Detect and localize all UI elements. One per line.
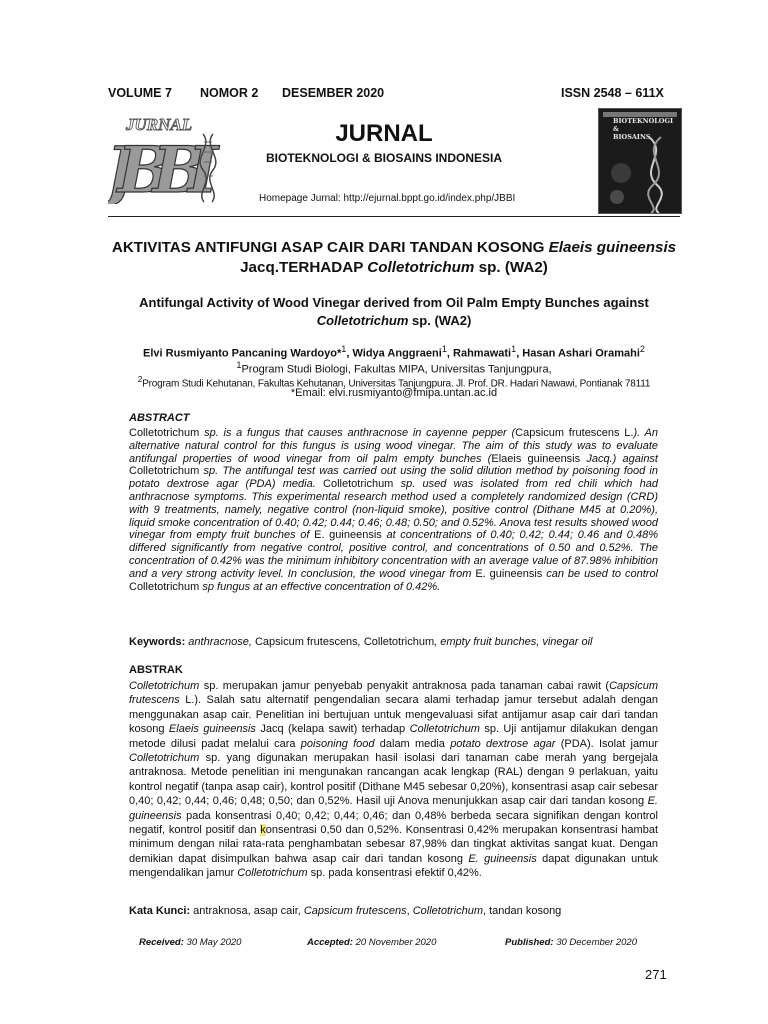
cover-dna-icon (599, 133, 681, 213)
nomor-label: NOMOR 2 (200, 86, 259, 100)
highlight-mark: k (260, 824, 266, 837)
abstrak-heading: ABSTRAK (129, 664, 183, 676)
logo-text: JURNAL (126, 115, 193, 134)
page-number: 271 (645, 967, 667, 982)
homepage-link[interactable]: Homepage Jurnal: http://ejurnal.bppt.go.id/index.php/JBBI (259, 193, 516, 204)
affiliation-2: $^2$Program Studi Kehutanan, Fakultas Kehutanan, Universitas Tanjungpura. Jl. Prof. DR. Hadari Nawawi, Pontianak 78111 (137, 374, 651, 390)
journal-subtitle: BIOTEKNOLOGI & BIOSAINS INDONESIA (265, 151, 502, 165)
article-title-id: AKTIVITAS ANTIFUNGI ASAP CAIR DARI TANDAN KOSONG Elaeis guineensis Jacq.TERHADAP Colletotrichum sp. (WA2) (111, 239, 677, 276)
keywords-en: Keywords: anthracnose, Capsicum frutescens, Colletotrichum, empty fruit bunches, vinegar oil (129, 636, 593, 648)
issue-date: DESEMBER 2020 (282, 86, 385, 100)
volume-label: VOLUME 7 (108, 86, 172, 100)
kata-kunci: Kata Kunci: antraknosa, asap cair, Capsicum frutescens, Colletotrichum, tandan kosong (129, 905, 562, 917)
header-divider (108, 216, 680, 217)
abstract-heading: ABSTRACT (129, 412, 190, 424)
article-title-en: Antifungal Activity of Wood Vinegar derived from Oil Palm Empty Bunches against Colletotrichum sp. (WA2) (139, 295, 649, 328)
published-date: Published: 30 December 2020 (505, 937, 638, 948)
issn-label: ISSN 2548 – 611X (561, 86, 664, 100)
received-date: Received: 30 May 2020 (139, 937, 242, 948)
affiliation-1: $^1$Program Studi Biologi, Fakultas MIPA, Universitas Tanjungpura, (236, 360, 552, 376)
logo-mark: JBBI (108, 133, 218, 204)
cover-title-line1: BIOTEKNOLOGI & (613, 117, 674, 133)
cover-title-line2: BIOSAINS (613, 133, 651, 141)
author-list: Elvi Rusmiyanto Pancaning Wardoyo*$^1$, Widya Anggraeni$^1$, Rahmawati$^1$, Hasan Ashari Oramahi$^2$ (143, 344, 645, 360)
abstract-body: Colletotrichum sp. is a fungus that causes anthracnose in cayenne pepper (Capsicum frutescens L.). An alternative natural control for this fungus is using wood vinegar. The aim of this study was to evaluate antifungal properties of wood vinegar from oil palm empty bunches (Elaeis guineensis Jacq.) against Colletotrichum sp. The antifungal test was carried out using the solid dilution method by poisoning food in potato dextrose agar (PDA) media. Colletotrichum sp. used was isolated from red chili which had anthracnose symptoms. This experimental research method used a completely randomized design (CRD) with 9 treatments, namely, negative control (non-liquid smoke), positive control (Dithane M45 at 0.20%), liquid smoke concentration of 0.40; 0.42; 0.44; 0.46; 0.48; 0.50; and 0.52%. Anova test results showed wood vinegar from empty fruit bunches of E. guineensis at concentrations of 0.40; 0.42; 0.44; 0.46 and 0.48% differed significantly from negative control, positive control, and concentrations of 0.50 and 0.52%. The concentration of 0.42% was the minimum inhibitory concentration with an average value of 87.98% inhibition and a very strong activity level. In conclusion, the wood vinegar from E. guineensis can be used to control Colletotrichum sp fungus at an effective concentration of 0.42%. (129, 427, 659, 593)
corresponding-email[interactable]: *Email: elvi.rusmiyanto@fmipa.untan.ac.id (290, 387, 498, 399)
accepted-date: Accepted: 20 November 2020 (307, 937, 437, 948)
journal-cover-thumbnail (598, 108, 682, 214)
journal-title: JURNAL (335, 120, 433, 147)
abstrak-body: Colletotrichum sp. merupakan jamur penyebab penyakit antraknosa pada tanaman cabai rawit (Capsicum frutescens L.). Salah satu alternatif pengendalian secara alami terhadap jamur tersebut adalah dengan menggunakan asap cair. Penelitian ini bertujuan untuk mengevaluasi sifat antijamur asap cair dari tandan kosong Elaeis guineensis Jacq (kelapa sawit) terhadap Colletotrichum sp. Uji antijamur dilakukan dengan metode dilusi padat melalui cara poisoning food dalam media potato dextrose agar (PDA). Isolat jamur Colletotrichum sp. yang digunakan merupakan hasil isolasi dari tanaman cabe merah yang bergejala antraknosa. Metode penelitian ini mengunakan rancangan acak lengkap (RAL) dengan 9 perlakuan, yaitu kontrol negatif (tanpa asap cair), kontrol positif (Dithane M45 sebesar 0,20%), konsentrasi asap cair sebesar 0,40; 0,42; 0,44; 0,46; 0,48; 0,50; dan 0,52%. Hasil uji Anova menunjukkan asap cair dari tandan kosong E. guineensis pada konsentrasi 0,40; 0,42; 0,44; 0,46; dan 0,48% berbeda secara signifikan dengan kontrol negatif, kontrol positif dan konsentrasi 0,50 dan 0,52%. Konsentrasi 0,42% merupakan konsentrasi hambat minimum dengan nilai rata-rata penghambatan sebesar 87,98% dan tingkat aktivitas sangat kuat. Dengan demikian dapat disimpulkan bahwa asap cair dari tandan kosong E. guineensis dapat digunakan untuk mengendalikan jamur Colletotrichum sp. pada konsentrasi efektif 0,42%. (129, 680, 659, 880)
